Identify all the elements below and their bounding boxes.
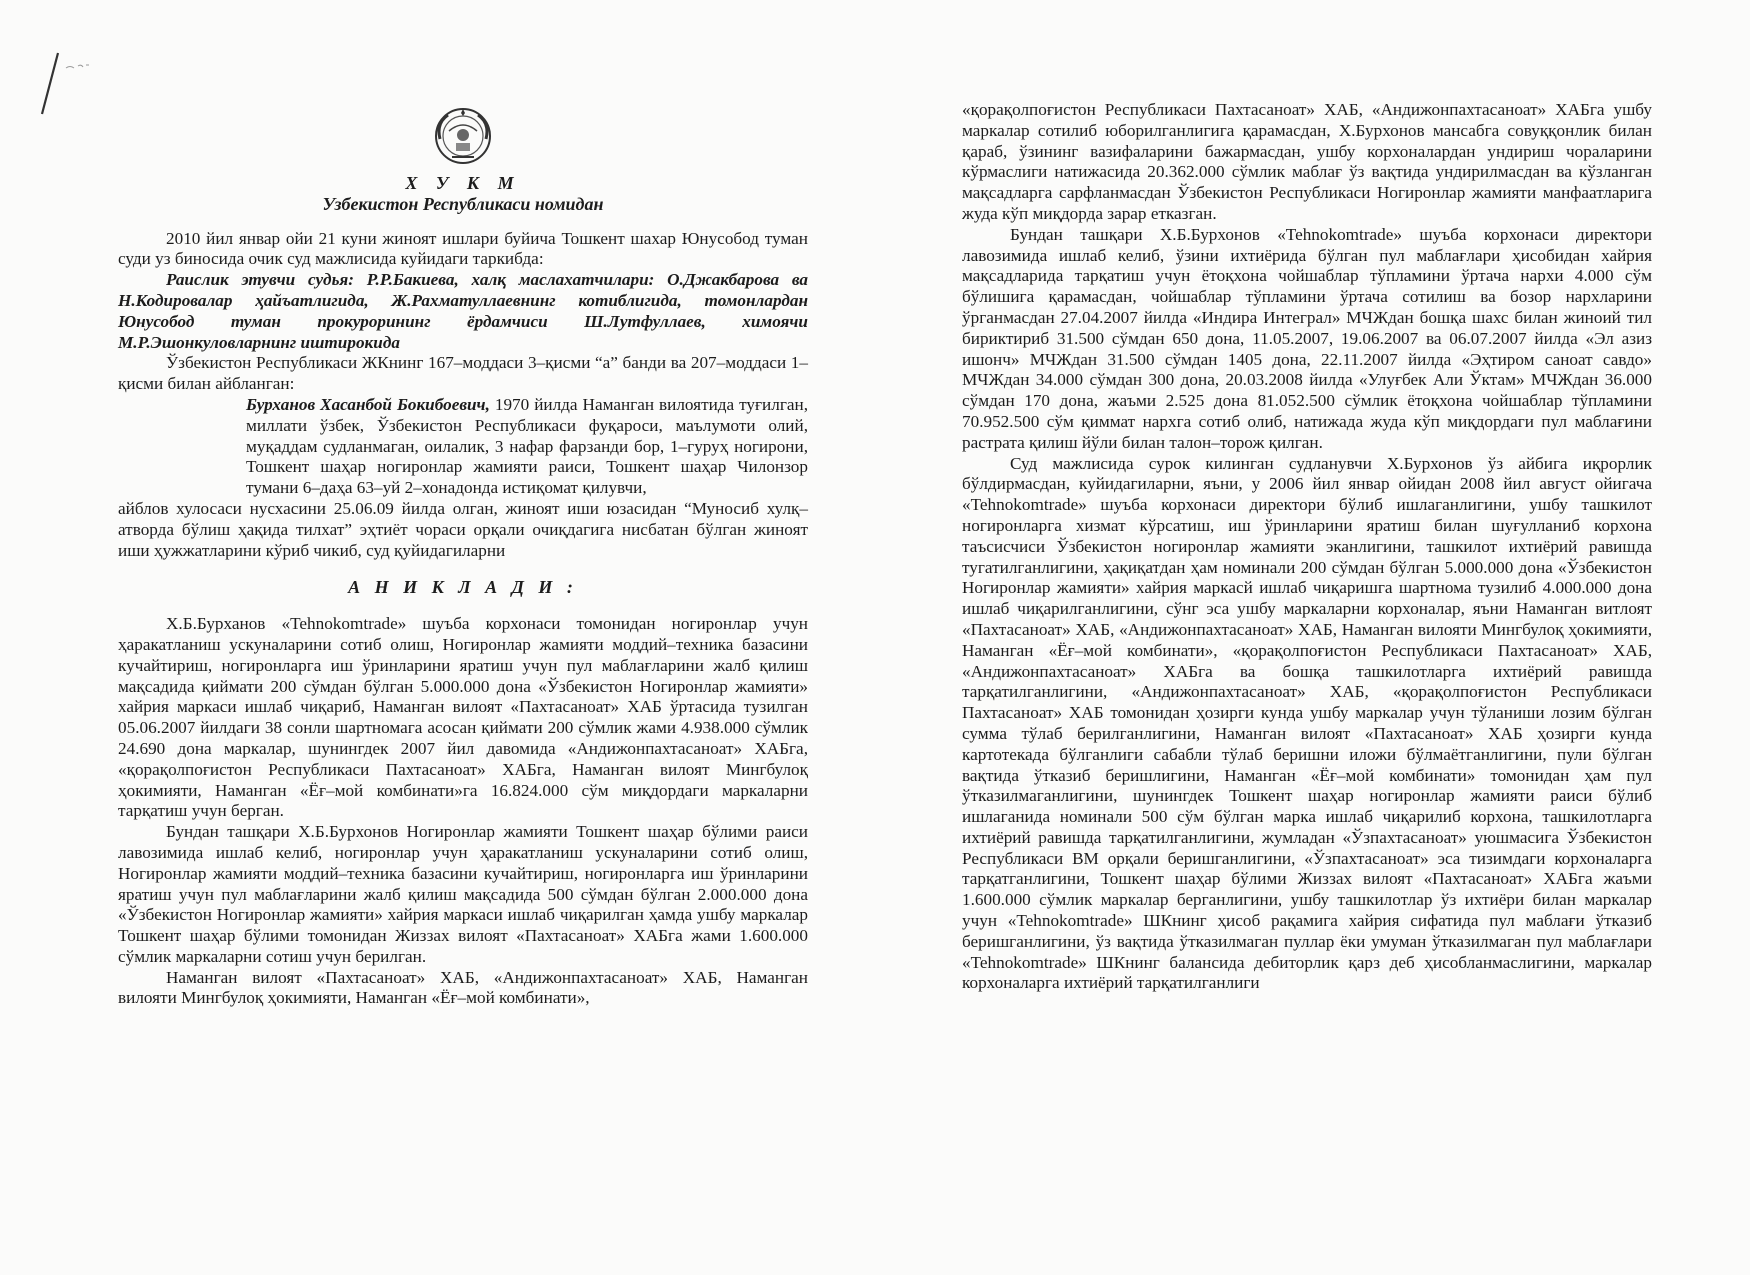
section-heading: А Н И К Л А Д И : [348,577,578,598]
pen-mark-icon [38,50,98,120]
right-paragraph-3: Суд мажлисида сурок килинган судланувчи Х.Бурхонов ўз айбига иқрорлик бўлдирмасдан, куйидагиларни, яъни, у 2006 йил январ ойидан 2008 йил август ойигача «Tehnokomtrade» шуъба корхонаси директори бўлиб ишлаганлигини, ушбу ташкилот ногиронларга хизмат кўрсатиш, иш ўринларини яратиш билан шуғулланиб корхона таъсисчиси Ўзбекистон ногиронлар жамияти эканлигини, ташкилот ихтиёрий равишда тугатилганлигини, ҳақиқатдан ҳам номинали 200 сўмдан бўлган 5.000.000 дона «Ўзбекистон Ногиронлар жамияти» хайрия маркасй ишлаб чиқаришга шартнома тузилиб 4.000.000 дона ишлаб чиқарилганлигини, сўнг эса ушбу маркаларни корхоналар, яъни Наманган витлоят «Пахтасаноат» ХАБ, «Андижонпахтасаноат» ХАБ, Наманган вилояти Мингбулоқ ҳокимияти, Наманган «Ёғ–мой комбинати», «қорақолпоғистон Республикаси Пахтасаноат» ХАБ, «Андижонпахтасаноат» ХАБга ва бошқа ташкилотларга ихтиёрий равишда тарқатилганлигини, «Андижонпахтасаноат» ХАБ, «қорақолпоғистон Республикаси Пахтасаноат» ХАБ томонидан ҳозирги кунда ушбу маркалар учун тўланиши лозим бўлган сумма тўлаб берилганлигини, Наманган вилоят «Пахтасаноат» ХАБ ҳозирги кунда картотекада бўлганлиги сабабли тўлаб беришни иложи бўлмаётганлигини, пули бўлган вақтида ўтказиб беришлигини, Наманган «Ёғ–мой комбинати» томонидан ҳам пул ўтказилмаганлигини, шунингдек Тошкент шаҳар ногиронлар жамияти раиси бўлиб ишлаганида номинали 500 сўм бўлган марка ишлаб чиқарилиб корхона, ташкилотларга ихтиёрий равишда тарқатилганлигини, жумладан «Ўзпахтасаноат» уюшмасига Ўзбекистон Республикаси ВМ орқали беришганлигини, «Ўзпахтасаноат» эса тизимдаги корхоналарга тарқатганлигини, Тошкент шаҳар бўлими Жиззах вилоят «Пахтасаноат» ХАБга жаъми 1.600.000 сўмлик маркалар берганлигини, ушбу ташкилотлар ўз ихтиёри билан маркалар учун «Tehnokomtrade» ШКнинг ҳисоб рақамига хайрия сифатида пул маблағи ўтказиб беришганлигини, ўз вақтида ўтказилмаган пуллар ёки умуман ўтказилмаган пул маблағлари «Tehnokomtrade» ШКнинг балансида дебиторлик қарз деб ҳисобланмаслигини, маркалар корхоналарга ихтиёрий тарқатилганлиги [962,453,1652,993]
defendant-info: 1970 йилда Наманган вилоятида туғилган, миллати ўзбек, Ўзбекистон Республикаси фуқароси, маълумоти олий, муқаддам судланмаган, оилалик, 3 нафар фарзанди бор, 1–гуруҳ ногирони, Тошкент шаҳар ногиронлар жамияти раиси, Тошкент шаҳар Чилонзор тумани 6–даҳа 63–уй 2–хонадонда истиқомат қилувчи, [246,394,808,498]
right-paragraph-2: Бундан ташқари Х.Б.Бурхонов «Tehnokomtrade» шуъба корхонаси директори лавозимида ишлаб келиб, ўзини ихтиёрида бўлган пул маблағлари ҳисобидан хайрия мақсадларида тарқатиш учун ётоқхона чойшаблар тўпламини ўртача нархи 4.000 сўм бўлишига қарамасдан, чойшаблар тўпламини ўртача сотилиш ва бозор нархларини ўрганмасдан 27.04.2007 йилда «Индира Интеграл» МЧЖдан бошқа шахс билан жиноий тил бириктириб 31.500 сўмдан 650 дона, 11.05.2007, 19.06.2007 ва 06.07.2007 йилда «Эл азиз ишонч» МЧЖдан 31.500 сўмдан 1405 дона, 22.11.2007 йилда «Эҳтиром саноат савдо» МЧЖдан 34.000 сўмдан 300 дона, 20.03.2008 йилда «Улуғбек Али Ўктам» МЧЖдан 36.000 сўмдан 170 дона, жаъми 2.525 дона 81.052.500 сўмлик ётоқхона чойшаблар тўпламини 70.952.500 сўм қиммат нархга сотиб олиб, натижада жуда кўп миқдордаги пул маблағини растрата қилиш йўли билан талон–торож қилган. [962,224,1652,452]
state-emblem-icon [432,105,494,167]
right-page [962,100,1652,994]
conclusion-paragraph: айблов хулосаси нусхасини 25.06.09 йилда олган, жиноят иши юзасидан “Муносиб хулқ–атворда бўлиш ҳақида тилхат” эҳтиёт чораси орқали очиқдагига нисбатан бўлган жиноят иши ҳужжатларини кўриб чикиб, суд қуйидагиларни [118,498,808,560]
left-paragraph-2: Бундан ташқари Х.Б.Бурхонов Ногиронлар жамияти Тошкент шаҳар бўлими раиси лавозимида ишлаб келиб, ногиронлар учун ҳаракатланиш ускуналарини сотиб олиш, Ногиронлар жамияти моддий–техника базасини кучайтириш, ногиронларга иш ўринларини яратиш учун пул маблағларини жалб қилиш мақсадида 500 сўмдан бўлган 2.000.000 дона «Ўзбекистон Ногиронлар жамияти» хайрия маркаси ишлаб чиқарилган ҳамда ушбу маркалар Тошкент шаҳар бўлими томонидан Жиззах вилоят «Пахтасаноат» ХАБга жами 1.600.000 сўмлик маркаларни сотиш учун берилган. [118,822,808,966]
document-subtitle: Узбекистон Республикаси номидан [322,193,604,214]
left-paragraph-1: Х.Б.Бурханов «Tehnokomtrade» шуъба корхонаси томонидан ногиронлар учун ҳаракатланиш ускуналарини сотиб олиш, Ногиронлар жамияти моддий–техника базасини кучайтириш, ногиронларга иш ўринларини яратиш учун пул маблағларини жалб қилиш мақсадида қиймати 200 сўмдан бўлган 5.000.000 дона «Ўзбекистон Ногиронлар жамияти» хайрия маркаси ишлаб чиқариб, Наманган вилоят «Пахтасаноат» ХАБ ўртасида тузилган 05.06.2007 йилдаги 38 сонли шартномага асосан қиймати 200 сўмлик жами 4.938.000 сўмлик 24.690 дона маркалар, шунингдек 2007 йил давомида «Андижонпахтасаноат» ХАБга, «қорақолпоғистон Республикаси Пахтасаноат» ХАБга, Наманган вилоят Мингбулоқ ҳокимияти, Наманган «Ёғ–мой комбинати»га 16.824.000 сўм миқдордаги маркаларни тарқатиш учун берган. [118,614,808,821]
court-composition: Раислик этувчи судья: Р.Р.Бакиева, халқ маслахатчилари: О.Джакбарова ва Н.Кодировалар ҳайъатлигида, Ж.Рахматуллаевнинг котиблигида, томонлардан Юнусобод туман прокурорининг ёрдамчиси Ш.Лутфуллаев, химоячи М.Р.Эшонкуловларнинг иштирокида [118,270,808,352]
right-paragraph-1: «қорақолпоғистон Республикаси Пахтасаноат» ХАБ, «Андижонпахтасаноат» ХАБга ушбу маркалар сотилиб юборилганлигига қарамасдан, Х.Бурхонов мансабга совуққонлик билан қараб, ўзининг вазифаларини бажармасдан, ушбу корхоналардан ундириш чораларини кўрмаслиги натижасида 20.362.000 сўмлик маблағ ўз вақтида ундирилмасдан ва кўзланган мақсадларга сарфланмасдан Ўзбекистон Республикаси Ногиронлар жамияти манфаатларига жуда кўп миқдорда зарар етказган. [962,100,1652,223]
left-paragraph-3: Наманган вилоят «Пахтасаноат» ХАБ, «Андижонпахтасаноат» ХАБ, Наманган вилояти Мингбулоқ ҳокимияти, Наманган «Ёғ–мой комбинати», [118,967,808,1008]
defendant-paragraph [246,395,808,499]
left-page [118,95,808,1009]
intro-paragraph: 2010 йил январ ойи 21 куни жиноят ишлари буйича Тошкент шахар Юнусобод туман суди уз биносида очик суд мажлисида куйидаги таркибда: [118,228,808,269]
document-title: Х У К М [405,173,521,193]
defendant-name: Бурханов Хасанбой Бокибоевич, [246,394,490,414]
charge-paragraph: Ўзбекистон Республикаси ЖКнинг 167–моддаси 3–қисми “а” банди ва 207–моддаси 1–қисми билан айбланган: [118,353,808,394]
